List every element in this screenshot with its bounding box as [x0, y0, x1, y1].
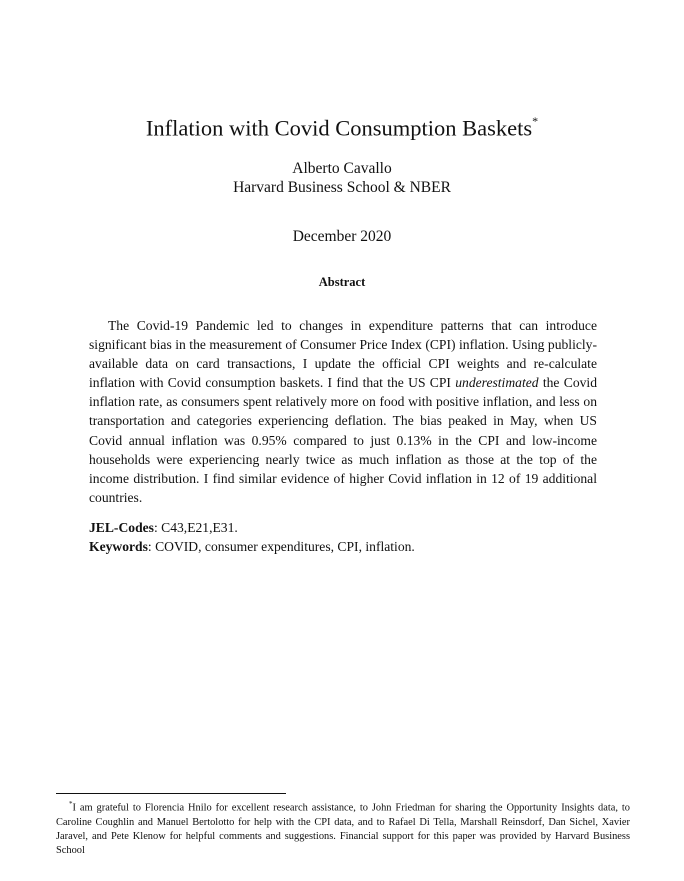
- abstract-text-part-2: the Covid inflation rate, as consumers spent relatively more on food with positive inflation, and less on transportation and categories experiencing deflation. The bias peaked in May, when US Covid annual inflation was 0.95% compared to just 0.13% in the CPI and low-income households were experiencing nearly twice as much inflation as those at the top of the income distribution. I find similar evidence of higher Covid inflation in 12 of 19 additional countries.: [89, 375, 597, 505]
- paper-title: [0, 108, 684, 144]
- footnote-text: I am grateful to Florencia Hnilo for excellent research assistance, to John Friedman for sharing the Opportunity Insights data, to Caroline Coughlin and Manuel Bertolotto for help with the CPI data, and to Rafael Di Tella, Marshall Reinsdorf, Dan Sichel, Xavier Jaravel, and Pete Klenow for helpful comments and suggestions. Financial support for this paper was provided by Harvard Business School: [56, 802, 630, 857]
- footnote-marker: *: [69, 800, 73, 808]
- paper-title-text: Inflation with Covid Consumption Baskets: [145, 115, 533, 141]
- author-affiliation: Harvard Business School & NBER: [233, 179, 451, 196]
- footnote-divider: [56, 793, 286, 794]
- jel-codes-label: JEL-Codes: [89, 520, 154, 535]
- footnote: [56, 797, 630, 858]
- abstract-heading: Abstract: [318, 275, 366, 289]
- paper-date: December 2020: [292, 228, 392, 245]
- keywords-label: Keywords: [89, 539, 148, 554]
- title-footnote-marker: *: [532, 114, 539, 128]
- jel-codes: [89, 518, 597, 537]
- abstract-body: [89, 316, 597, 507]
- author-name: Alberto Cavallo: [292, 160, 392, 177]
- keywords-value: : COVID, consumer expenditures, CPI, inflation.: [147, 539, 415, 554]
- keywords: [89, 537, 597, 556]
- abstract-text-part-1: The Covid-19 Pandemic led to changes in expenditure patterns that can introduce significant bias in the measurement of Consumer Price Index (CPI) inflation. Using publicly-available data on card transactions, I update the official CPI weights and re-calculate inflation with Covid consumption baskets. I find that the US CPI: [89, 318, 597, 391]
- jel-codes-value: : C43,E21,E31.: [153, 520, 238, 535]
- footnote-paragraph: [56, 797, 630, 858]
- abstract-emphasis: underestimated: [455, 375, 539, 391]
- abstract-paragraph: [89, 316, 597, 507]
